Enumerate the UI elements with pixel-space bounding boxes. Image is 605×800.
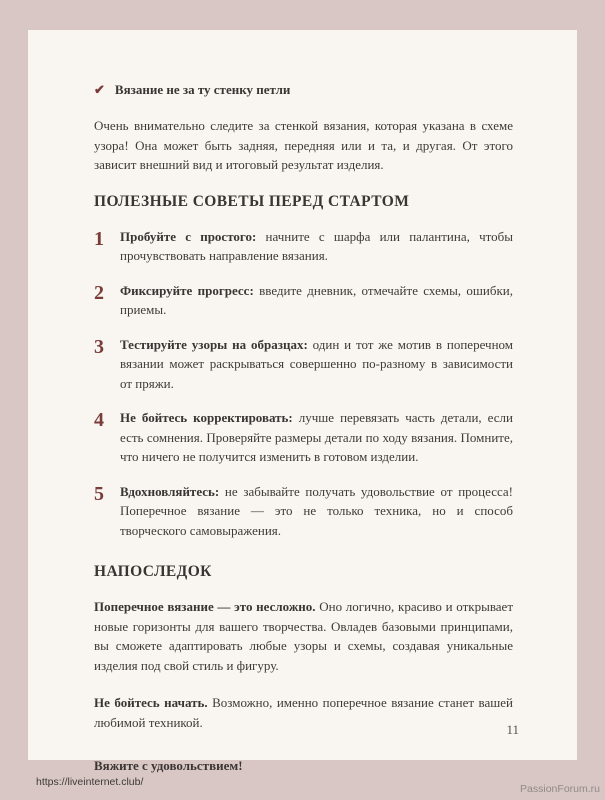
closing-lead: Не бойтесь начать. bbox=[94, 695, 208, 710]
tip-number: 3 bbox=[94, 335, 104, 358]
tip-text bbox=[120, 335, 513, 394]
tip-lead: Фиксируйте прогресс: bbox=[120, 282, 254, 298]
page-number: 11 bbox=[506, 722, 519, 737]
tip-lead: Не бойтесь корректировать: bbox=[120, 410, 293, 425]
tip-number: 2 bbox=[94, 281, 104, 304]
check-item-title: Вязание не за ту стенку петли bbox=[114, 82, 291, 97]
tip-lead: Вдохновляйтесь: bbox=[120, 483, 220, 499]
tip-body: один и тот же мотив в поперечном вязании может раскрываться совершенно по-разному в зависимости от пряжи. bbox=[120, 336, 513, 391]
checkmark-icon: ✔ bbox=[94, 82, 105, 97]
closing-body: Возможно, именно поперечное вязание станет вашей любимой техникой. bbox=[94, 695, 513, 730]
tip-number: 4 bbox=[94, 409, 104, 431]
tip-body: начните с шарфа или палантина, чтобы прочувствовать направление вязания. bbox=[120, 228, 513, 263]
closing-slogan: Вяжите с удовольствием! bbox=[94, 758, 243, 773]
check-item bbox=[94, 82, 513, 98]
tip-item-5 bbox=[94, 482, 513, 541]
tip-lead: Пробуйте с простого: bbox=[120, 228, 257, 244]
tip-item-2 bbox=[94, 281, 513, 320]
intro-paragraph: Очень внимательно следите за стенкой вязания, которая указана в схеме узора! Она может быть задняя, передняя или и та, и другая. От этого зависит внешний вид и итоговый результат изделия. bbox=[94, 118, 513, 172]
footer-url-link[interactable]: https://liveinternet.club/ bbox=[36, 776, 144, 788]
section-heading-final: НАПОСЛЕДОК bbox=[94, 563, 212, 580]
tip-lead: Тестируйте узоры на образцах: bbox=[120, 336, 308, 352]
watermark-text: PassionForum.ru bbox=[520, 783, 600, 795]
tip-text bbox=[120, 482, 513, 541]
tip-body: лучше перевязать часть детали, если есть сомнения. Проверяйте размеры детали по ходу вязания. Помните, что ничего не получится изменить в готовом изделии. bbox=[120, 410, 513, 464]
tip-text bbox=[120, 281, 513, 320]
tip-item-1 bbox=[94, 227, 513, 266]
tip-number: 1 bbox=[94, 227, 104, 250]
document-page bbox=[28, 30, 577, 773]
tip-text bbox=[120, 408, 513, 467]
closing-lead: Поперечное вязание — это несложно. bbox=[94, 599, 316, 614]
tip-item-4 bbox=[94, 408, 513, 467]
closing-paragraph-1 bbox=[94, 597, 513, 675]
section-heading-tips: ПОЛЕЗНЫЕ СОВЕТЫ ПЕРЕД СТАРТОМ bbox=[94, 192, 410, 210]
tip-body: введите дневник, отмечайте схемы, ошибки, приемы. bbox=[120, 282, 513, 317]
tip-text bbox=[120, 227, 513, 266]
closing-body: Оно логично, красиво и открывает новые горизонты для вашего творчества. Овладев базовыми принципами, вы сможете адаптировать любые узоры и схемы, создавая уникальные изделия под свой стиль и фигуру. bbox=[94, 599, 514, 673]
closing-paragraph-2 bbox=[94, 693, 513, 732]
tip-body: не забывайте получать удовольствие от процесса! Поперечное вязание — это не только техника, но и способ творческого самовыражения. bbox=[120, 483, 513, 538]
tip-item-3 bbox=[94, 335, 513, 394]
tip-number: 5 bbox=[94, 482, 104, 505]
